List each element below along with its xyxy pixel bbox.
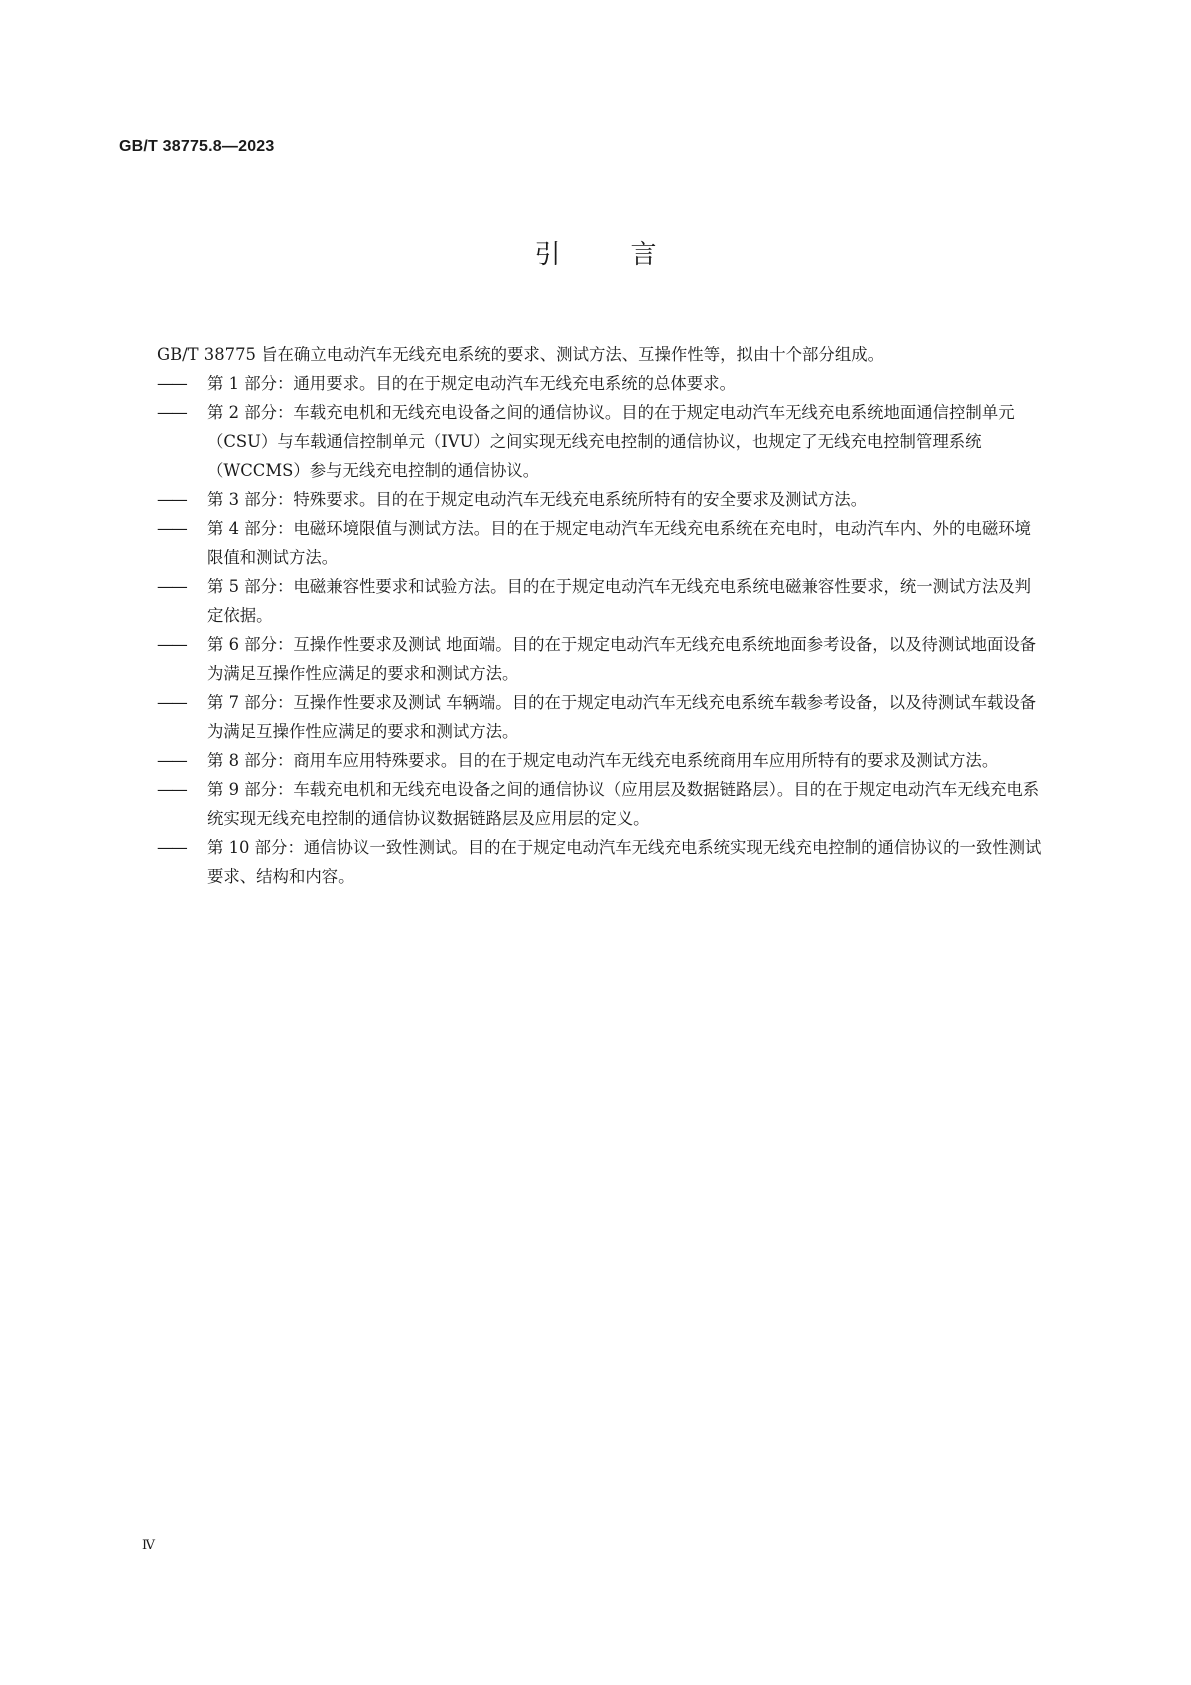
list-item-text: 第 1 部分：通用要求。目的在于规定电动汽车无线充电系统的总体要求。 [207,374,736,393]
list-item-text: 第 9 部分：车载充电机和无线充电设备之间的通信协议（应用层及数据链路层）。目的在于规定电动汽车无线充电系统实现无线充电控制的通信协议数据链路层及应用层的定义。 [207,780,1040,828]
list-item [157,514,1047,572]
dash-marker: —— [157,751,186,770]
dash-marker: —— [157,780,186,799]
list-item [157,398,1047,485]
list-item-text: 第 8 部分：商用车应用特殊要求。目的在于规定电动汽车无线充电系统商用车应用所特有的要求及测试方法。 [207,751,999,770]
list-item [157,833,1047,891]
dash-marker: —— [157,403,186,422]
list-item-text: 第 10 部分：通信协议一致性测试。目的在于规定电动汽车无线充电系统实现无线充电控制的通信协议的一致性测试要求、结构和内容。 [207,838,1042,886]
document-body [157,340,1047,891]
list-item [157,369,1047,398]
list-item-text: 第 3 部分：特殊要求。目的在于规定电动汽车无线充电系统所特有的安全要求及测试方法。 [207,490,868,509]
list-item [157,775,1047,833]
list-item-text: 第 5 部分：电磁兼容性要求和试验方法。目的在于规定电动汽车无线充电系统电磁兼容性要求，统一测试方法及判定依据。 [207,577,1031,625]
dash-marker: —— [157,490,186,509]
dash-marker: —— [157,519,186,538]
list-item-text: 第 6 部分：互操作性要求及测试 地面端。目的在于规定电动汽车无线充电系统地面参考设备，以及待测试地面设备为满足互操作性应满足的要求和测试方法。 [207,635,1037,683]
dash-marker: —— [157,635,186,654]
dash-marker: —— [157,693,186,712]
list-item-text: 第 4 部分：电磁环境限值与测试方法。目的在于规定电动汽车无线充电系统在充电时，电动汽车内、外的电磁环境限值和测试方法。 [207,519,1031,567]
parts-list [157,369,1047,891]
list-item [157,746,1047,775]
intro-paragraph: GB/T 38775 旨在确立电动汽车无线充电系统的要求、测试方法、互操作性等，拟由十个部分组成。 [157,345,884,364]
standard-code: GB/T 38775.8—2023 [119,138,275,155]
list-item [157,572,1047,630]
dash-marker: —— [157,374,186,393]
dash-marker: —— [157,838,186,857]
list-item [157,688,1047,746]
list-item-text: 第 2 部分：车载充电机和无线充电设备之间的通信协议。目的在于规定电动汽车无线充电系统地面通信控制单元（CSU）与车载通信控制单元（IVU）之间实现无线充电控制的通信协议，也规定了无线充电控制管理系统（WCCMS）参与无线充电控制的通信协议。 [207,403,1015,480]
list-item [157,485,1047,514]
page-title: 引言 [534,240,727,270]
list-item [157,630,1047,688]
page-number: Ⅳ [142,1538,155,1553]
list-item-text: 第 7 部分：互操作性要求及测试 车辆端。目的在于规定电动汽车无线充电系统车载参考设备，以及待测试车载设备为满足互操作性应满足的要求和测试方法。 [207,693,1037,741]
dash-marker: —— [157,577,186,596]
